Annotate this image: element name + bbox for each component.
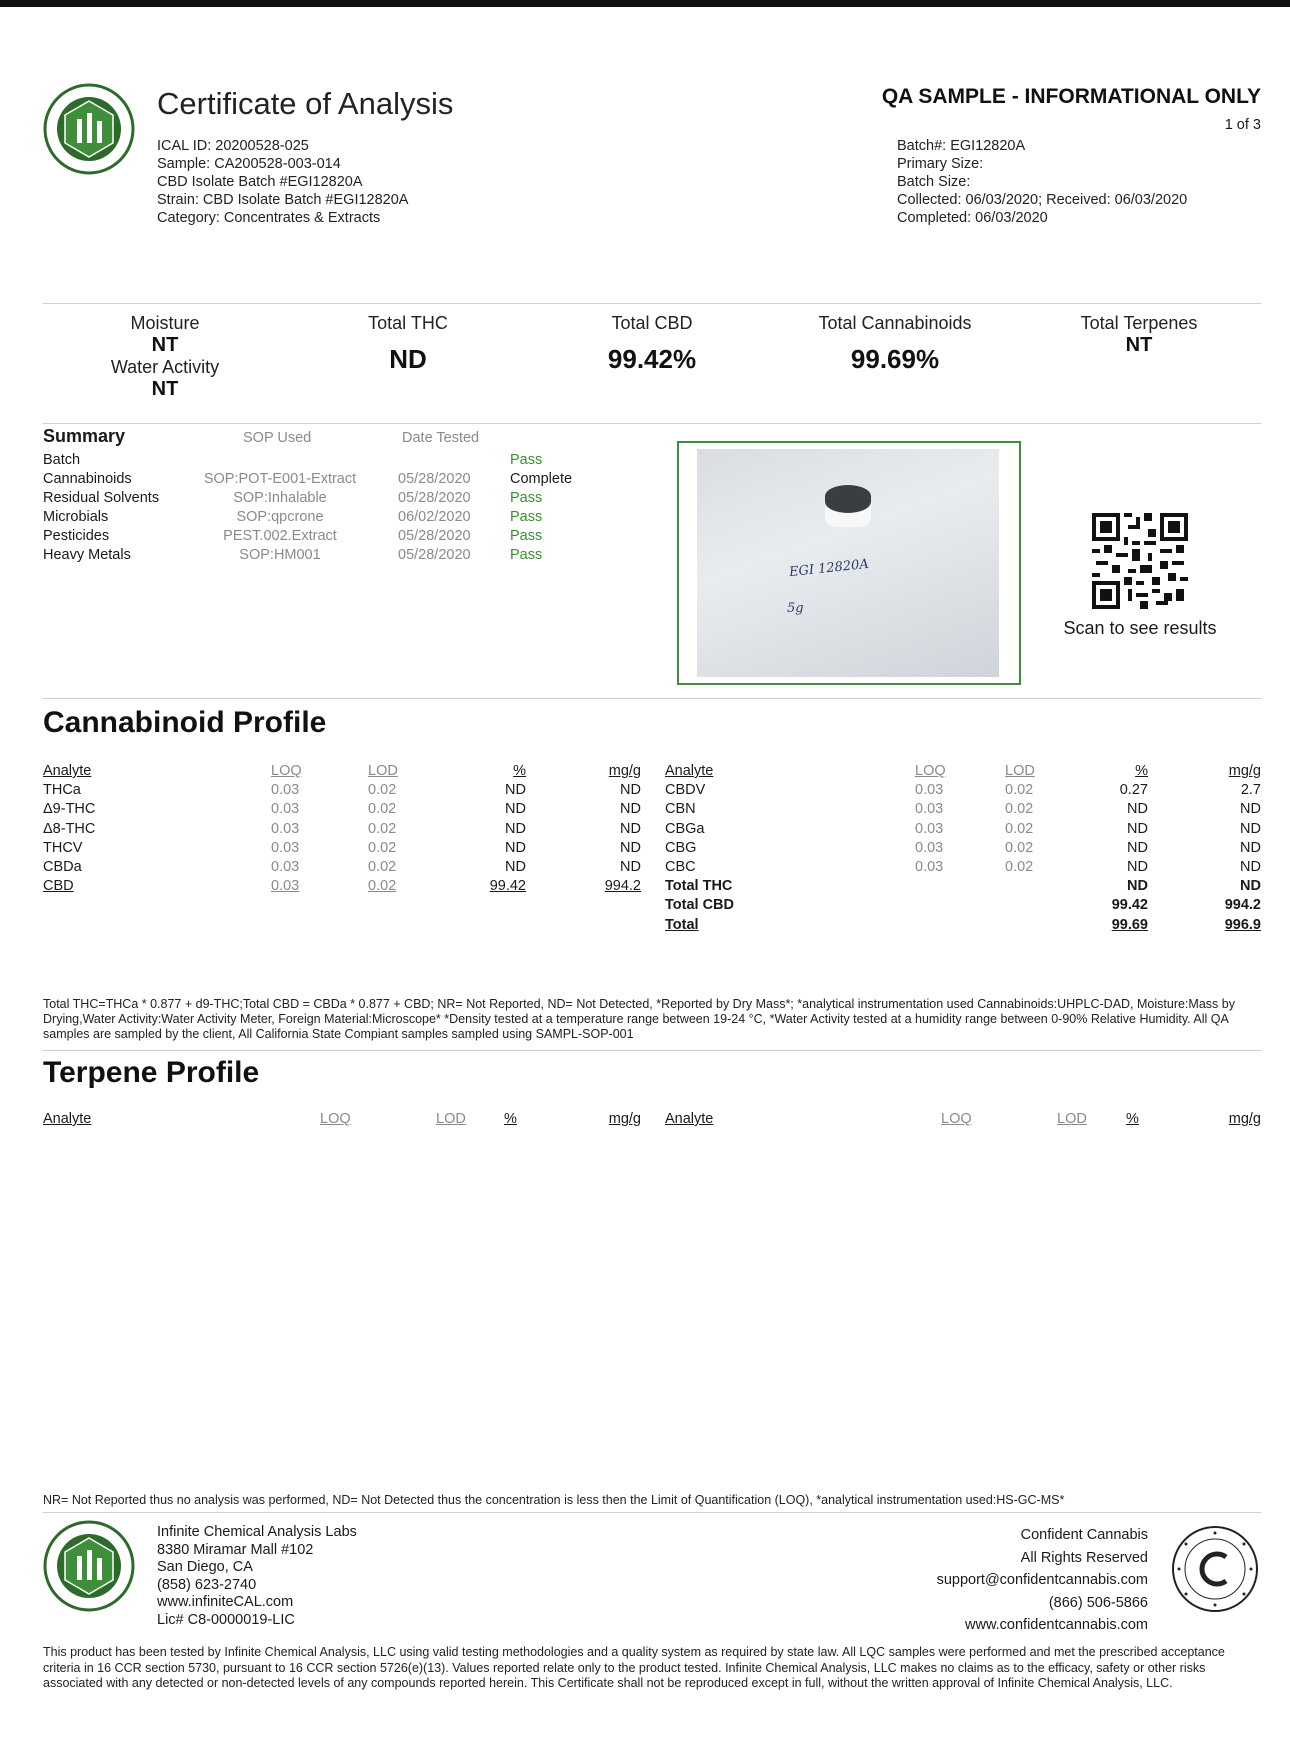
table-row [43, 801, 641, 820]
lod-value: 0.02 [368, 878, 397, 895]
loq-value: 0.03 [915, 820, 944, 837]
loq-header: LOQ [915, 763, 946, 779]
lod-value: 0.02 [368, 782, 397, 799]
percent-value: ND [505, 801, 526, 818]
terpene-table-left [43, 1111, 641, 1130]
loq-header: LOQ [941, 1111, 972, 1127]
lod-value: 0.02 [368, 820, 397, 837]
terpene-footnote: NR= Not Reported thus no analysis was performed, ND= Not Detected thus the concentration is less then the Limit of Quantification (LOQ), *analytical instrumentation used:HS-GC-MS* [43, 1493, 1065, 1507]
analyte-name: CBG [665, 839, 697, 856]
total-terpenes-value: NT [1125, 334, 1153, 356]
date-microbials: 06/02/2020 [398, 509, 471, 525]
lod-value: 0.02 [1005, 839, 1034, 856]
table-row [43, 878, 641, 897]
total-terpenes-stat [1029, 313, 1249, 357]
loq-value: 0.03 [271, 858, 300, 875]
summary-row-batch: Batch [43, 452, 81, 468]
mgg-value: ND [1240, 839, 1261, 856]
table-row [43, 782, 641, 801]
confident-cannabis-contact [937, 1524, 1148, 1637]
mgg-value: ND [1240, 858, 1261, 875]
analyte-name: CBC [665, 858, 696, 875]
percent-value: ND [505, 839, 526, 856]
table-row [43, 859, 641, 878]
sample-photo [697, 449, 999, 677]
summary-row-heavy-metals: Heavy Metals [43, 547, 131, 563]
loq-header: LOQ [320, 1111, 351, 1127]
analyte-name: THCV [43, 839, 83, 856]
lod-header: LOD [436, 1111, 466, 1127]
total-cbd-name: Total CBD [665, 897, 735, 914]
total-cannabinoids-value: 99.69% [850, 344, 940, 374]
moisture-label: Moisture [130, 313, 200, 333]
lab-website[interactable]: www.infiniteCAL.com [157, 1594, 294, 1610]
table-row [43, 821, 641, 840]
mgg-value: ND [620, 858, 641, 875]
total-row [665, 897, 1261, 916]
table-header [43, 1111, 641, 1130]
terpene-profile-title: Terpene Profile [43, 1056, 260, 1089]
percent-header: % [513, 763, 526, 779]
lod-header: LOD [1005, 763, 1035, 779]
total-cannabinoids-label: Total Cannabinoids [818, 313, 972, 333]
total-cbd-mgg: 994.2 [1224, 897, 1261, 914]
total-cbd-stat [542, 313, 762, 375]
analyte-header: Analyte [43, 1111, 92, 1127]
cc-email[interactable]: support@confidentcannabis.com [936, 1572, 1148, 1588]
loq-header: LOQ [271, 763, 302, 779]
total-thc-stat [298, 313, 518, 375]
date-residual-solvents: 05/28/2020 [398, 490, 471, 506]
percent-value: 99.42 [489, 878, 526, 895]
percent-value: ND [505, 820, 526, 837]
primary-size: Primary Size: [897, 156, 984, 172]
lod-value: 0.02 [1005, 858, 1034, 875]
total-percent: 99.69 [1111, 916, 1148, 933]
mgg-header: mg/g [608, 763, 641, 779]
infinite-chemical-logo [43, 1520, 135, 1612]
ical-id: ICAL ID: 20200528-025 [157, 138, 309, 154]
total-cbd-value: 99.42% [607, 344, 697, 374]
divider [43, 698, 1261, 699]
mgg-value: 2.7 [1240, 782, 1261, 799]
percent-value: ND [1127, 820, 1148, 837]
qa-sample-title: QA SAMPLE - INFORMATIONAL ONLY [881, 85, 1261, 108]
mgg-header: mg/g [1228, 763, 1261, 779]
sop-microbials: SOP:qpcrone [236, 509, 324, 525]
total-thc-mgg: ND [1240, 878, 1261, 895]
date-tested-header: Date Tested [402, 430, 480, 446]
result-residual-solvents: Pass [510, 490, 543, 506]
jar-lid [825, 485, 871, 513]
percent-value: ND [1127, 839, 1148, 856]
total-mgg: 996.9 [1224, 916, 1261, 933]
strain: Strain: CBD Isolate Batch #EGI12820A [157, 192, 409, 208]
table-row [665, 821, 1261, 840]
analyte-name: Δ9-THC [43, 801, 96, 818]
total-cannabinoids-stat [785, 313, 1005, 375]
loq-value: 0.03 [915, 801, 944, 818]
lab-phone: (858) 623-2740 [157, 1576, 257, 1593]
cc-name: Confident Cannabis [1020, 1527, 1148, 1543]
total-thc-percent: ND [1127, 878, 1148, 895]
lod-value: 0.02 [368, 839, 397, 856]
table-row [665, 782, 1261, 801]
sop-batch [175, 451, 385, 470]
date-pesticides: 05/28/2020 [398, 528, 471, 544]
lab-address: 8380 Miramar Mall #102 [157, 1541, 314, 1558]
loq-value: 0.03 [915, 782, 944, 799]
infinite-chemical-logo [43, 83, 135, 175]
loq-value: 0.03 [271, 782, 300, 799]
lod-value: 0.02 [1005, 782, 1034, 799]
loq-value: 0.03 [271, 820, 300, 837]
water-activity-value: NT [151, 378, 179, 400]
lab-contact [157, 1524, 357, 1629]
result-batch: Pass [510, 452, 543, 468]
analyte-name: CBD [43, 878, 74, 895]
qr-code-icon[interactable] [1092, 513, 1188, 609]
handwritten-batch: EGI 12820A [788, 556, 870, 581]
divider [43, 1512, 1261, 1513]
percent-header: % [1126, 1111, 1139, 1127]
result-pesticides: Pass [510, 528, 543, 544]
summary-row-microbials: Microbials [43, 509, 109, 525]
percent-value: ND [1127, 801, 1148, 818]
document-title: Certificate of Analysis [157, 86, 454, 121]
total-cbd-label: Total CBD [611, 313, 693, 333]
batch-name: CBD Isolate Batch #EGI12820A [157, 174, 363, 190]
mgg-value: ND [620, 839, 641, 856]
loq-value: 0.03 [271, 801, 300, 818]
cannabinoid-profile-title: Cannabinoid Profile [43, 706, 327, 739]
cc-phone: (866) 506-5866 [1048, 1594, 1148, 1611]
cannabinoid-table-left [43, 763, 641, 897]
lab-name: Infinite Chemical Analysis Labs [157, 1524, 357, 1540]
table-row [665, 801, 1261, 820]
top-border [0, 0, 1290, 7]
lod-header: LOD [1057, 1111, 1087, 1127]
sop-residual-solvents: SOP:Inhalable [233, 490, 327, 506]
moisture-value: NT [151, 334, 179, 356]
cannabinoid-footnote: Total THC=THCa * 0.877 + d9-THC;Total CBD = CBDa * 0.877 + CBD; NR= Not Reported, ND= Not Detected, *Reported by Dry Mass*; *analytical instrumentation used Cannabinoids:UHPLC-DAD, Moisture:Mass by Drying,Water Activity:Water Activity Meter, Foreign Material:Microscope* *Density tested at a temperature range between 19-24 °C, *Water Activity tested at a humidity range between 0-90% Relative Humidity. All QA samples are sampled by the client, All California State Compiant samples sampled using SAMPL-SOP-001 [43, 997, 1235, 1041]
batch-number: Batch#: EGI12820A [897, 138, 1026, 154]
mgg-header: mg/g [608, 1111, 641, 1127]
analyte-name: THCa [43, 782, 81, 799]
analyte-name: CBGa [665, 820, 705, 837]
sample-photo-frame [677, 441, 1021, 685]
summary-dates [398, 451, 471, 565]
sample-info [157, 137, 408, 227]
summary-sops [175, 451, 385, 565]
disclaimer: This product has been tested by Infinite Chemical Analysis, LLC using valid testing methodologies and a quality system as required by state law. All LQC samples were performed and met the prescribed acceptance criteria in 16 CCR section 5730, pursuant to 16 CCR section 5726(e)(13). Values reported relate only to the product tested. Infinite Chemical Analysis, LLC makes no claims as to the efficacy, safety or other risks associated with any detected or non-detected levels of any compounds reported herein. This Certificate shall not be reproduced except in full, without the written approval of Infinite Chemical Analysis, LLC. [43, 1645, 1225, 1690]
total-thc-name: Total THC [665, 878, 733, 895]
batch-size: Batch Size: [897, 174, 971, 190]
total-thc-value: ND [389, 344, 427, 374]
percent-header: % [504, 1111, 517, 1127]
summary-row-pesticides: Pesticides [43, 528, 110, 544]
summary-names [43, 451, 159, 565]
analyte-header: Analyte [665, 763, 714, 779]
table-header [665, 1111, 1261, 1130]
summary-heading: Summary [43, 426, 126, 446]
lod-header: LOD [368, 763, 398, 779]
handwritten-weight: 5g [787, 601, 804, 616]
table-row [43, 840, 641, 859]
result-heavy-metals: Pass [510, 547, 543, 563]
page-number: 1 of 3 [1224, 117, 1261, 133]
confident-cannabis-logo [1170, 1524, 1260, 1614]
mgg-value: ND [1240, 820, 1261, 837]
sop-cannabinoids: SOP:POT-E001-Extract [203, 471, 357, 487]
lod-value: 0.02 [1005, 820, 1034, 837]
result-cannabinoids: Complete [510, 471, 573, 487]
sop-used-header: SOP Used [243, 430, 312, 446]
date-cannabinoids: 05/28/2020 [398, 471, 471, 487]
mgg-value: ND [1240, 801, 1261, 818]
percent-header: % [1135, 763, 1148, 779]
analyte-name: Δ8-THC [43, 820, 96, 837]
total-row [665, 878, 1261, 897]
total-name: Total [665, 916, 699, 933]
mgg-header: mg/g [1228, 1111, 1261, 1127]
table-row [665, 840, 1261, 859]
percent-value: ND [505, 782, 526, 799]
analyte-header: Analyte [43, 763, 92, 779]
cannabinoid-table-right [665, 763, 1261, 936]
summary-row-cannabinoids: Cannabinoids [43, 471, 132, 487]
loq-value: 0.03 [271, 839, 300, 856]
completed-date: Completed: 06/03/2020 [897, 210, 1048, 226]
collected-received: Collected: 06/03/2020; Received: 06/03/2020 [897, 192, 1188, 208]
batch-info [897, 137, 1187, 227]
summary-row-residual-solvents: Residual Solvents [43, 490, 160, 506]
lod-value: 0.02 [368, 858, 397, 875]
moisture-stat [55, 313, 275, 401]
mgg-value: ND [620, 782, 641, 799]
water-activity-label: Water Activity [110, 357, 220, 377]
lod-value: 0.02 [1005, 801, 1034, 818]
total-thc-label: Total THC [368, 313, 448, 333]
analyte-name: CBDV [665, 782, 706, 799]
summary-results [510, 451, 572, 565]
sop-heavy-metals: SOP:HM001 [239, 547, 321, 563]
table-row [665, 859, 1261, 878]
divider [43, 1050, 1261, 1051]
total-terpenes-label: Total Terpenes [1080, 313, 1198, 333]
loq-value: 0.03 [915, 839, 944, 856]
mgg-value: 994.2 [604, 878, 641, 895]
date-batch [398, 451, 471, 470]
analyte-header: Analyte [665, 1111, 714, 1127]
mgg-value: ND [620, 820, 641, 837]
analyte-name: CBDa [43, 858, 82, 875]
percent-value: ND [505, 858, 526, 875]
cc-website[interactable]: www.confidentcannabis.com [965, 1617, 1148, 1633]
table-header [665, 763, 1261, 782]
lod-value: 0.02 [368, 801, 397, 818]
total-row [665, 917, 1261, 936]
loq-value: 0.03 [271, 878, 300, 895]
percent-value: ND [1127, 858, 1148, 875]
total-cbd-percent: 99.42 [1111, 897, 1148, 914]
result-microbials: Pass [510, 509, 543, 525]
sample-id: Sample: CA200528-003-014 [157, 156, 341, 172]
date-heavy-metals: 05/28/2020 [398, 547, 471, 563]
cc-rights: All Rights Reserved [1020, 1549, 1148, 1566]
lab-license: Lic# C8-0000019-LIC [157, 1611, 295, 1628]
loq-value: 0.03 [915, 858, 944, 875]
sop-pesticides: PEST.002.Extract [223, 528, 337, 544]
divider [43, 303, 1261, 304]
table-header [43, 763, 641, 782]
terpene-table-right [665, 1111, 1261, 1130]
scan-to-see-results: Scan to see results [1063, 618, 1217, 638]
analyte-name: CBN [665, 801, 696, 818]
divider [43, 423, 1261, 424]
lab-city: San Diego, CA [157, 1559, 253, 1575]
percent-value: 0.27 [1119, 782, 1148, 799]
mgg-value: ND [620, 801, 641, 818]
category: Category: Concentrates & Extracts [157, 210, 381, 226]
